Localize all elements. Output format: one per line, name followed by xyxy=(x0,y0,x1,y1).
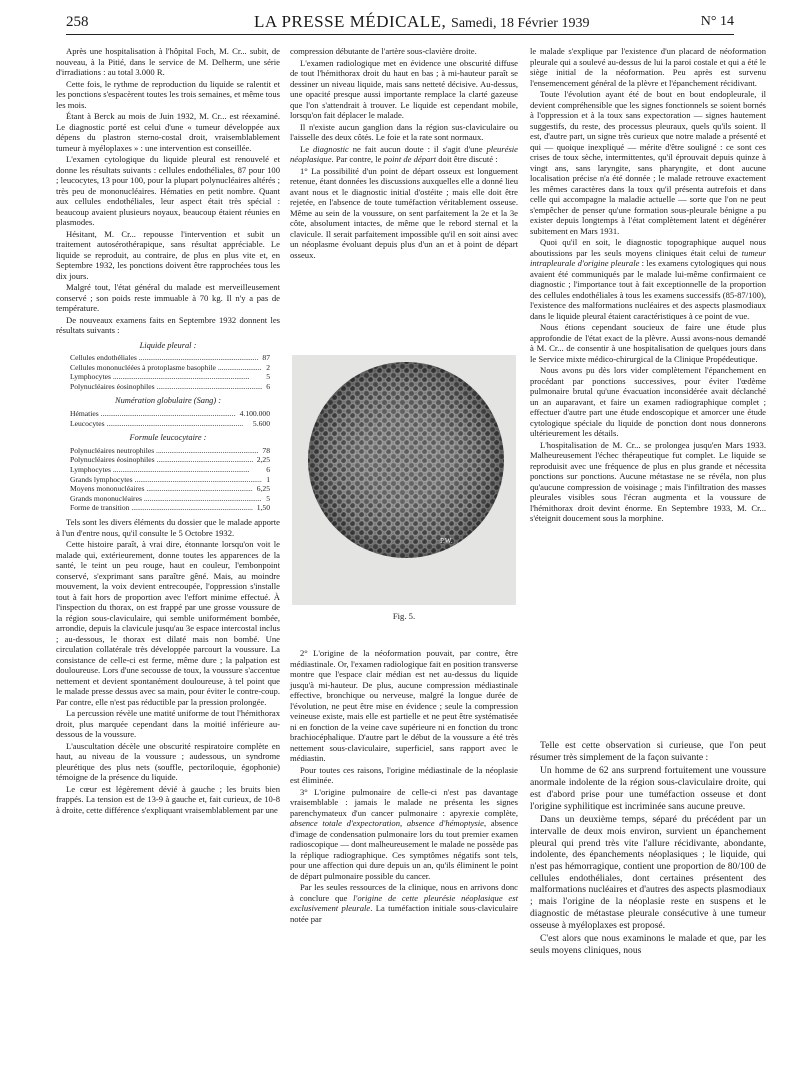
journal-name: LA PRESSE MÉDICALE, xyxy=(254,12,447,31)
row-value: 5.600 xyxy=(252,418,270,428)
row-value: 6 xyxy=(266,381,270,391)
text-run: . La tuméfaction initiale sous-claviculaire notée par xyxy=(290,903,518,924)
paragraph: Dans un deuxième temps, séparé du précédent par un intervalle de deux mois environ, survient un épanchement pleural qui prend très vite l'allure récidivante, abondante, indolente, des épanchements néoplasiques ; le liquide, qui n'est pas hémorragique, contient une proportion de 80/100 de cellules endothéliales, dont certaines présentent des malformations nucléaires et d'autres des aspects plasmodiaux ; mais l'origine de la néoplasie reste en suspens et le diagnostic de métastase pleurale consécutive à une tumeur osseuse à myéloplaxes est proposé. xyxy=(530,814,766,931)
table-row xyxy=(56,419,280,429)
paragraph: L'auscultation décèle une obscurité respiratoire complète en haut, au niveau de la voussure ; audessous, un syndrome pleurétique des plus nets (souffle, pectoriloquie, égophonie) témoigne de la présence du liquide. xyxy=(56,740,280,782)
row-label: Moyens mononucléaires ..... xyxy=(70,484,253,494)
row-label: Lymphocytes ..... xyxy=(70,372,262,382)
column-1 xyxy=(56,46,280,816)
page-number: 258 xyxy=(66,14,89,30)
paragraph: La percussion révèle une matité uniforme de tout l'hémithorax droit, plus marquée cependant dans la moitié inférieure au-dessous de la voussure. xyxy=(56,708,280,739)
paragraph xyxy=(290,144,518,165)
table-heading-leukocyte-formula: Formule leucocytaire : xyxy=(129,433,207,443)
emphasis: pleurésie néoplasique xyxy=(290,143,518,164)
table-row xyxy=(56,503,280,513)
row-label: Polynucléaires neutrophiles ..... xyxy=(70,446,258,456)
results-table xyxy=(56,341,280,514)
text-run: ne fait aucun doute : il s'agit d'une xyxy=(348,143,487,154)
microscope-field-image xyxy=(308,362,504,558)
row-value: 1,50 xyxy=(256,503,270,513)
row-label: Polynucléaires éosinophiles ..... xyxy=(70,455,253,465)
table-heading-blood-count: Numération globulaire (Sang) : xyxy=(115,396,221,406)
column-3-summary xyxy=(530,740,766,959)
table-row xyxy=(56,494,280,504)
text-run: : les examens cytologiques qui nous avaient été communiqués par le malade lui-même confirmaient ce diagnostic ; l'importance tout à fait exceptionnelle de la proportion des cellules endothéliales à tous les examens successifs (85-87/100), l'existence des malformations nucléaires et des aspects plasmodiaux dans le liquide pleural étaient caractéristiques à ce point de vue. xyxy=(530,258,767,321)
emphasis: diagnostic xyxy=(313,143,349,154)
row-value: 6,25 xyxy=(256,484,270,494)
paragraph: C'est alors que nous examinons le malade et que, par les seuls moyens cliniques, nous xyxy=(530,933,766,956)
paragraph: Cette fois, le rythme de reproduction du liquide se ralentit et les ponctions s'espacèrent toutes les trois semaines, et même tous les mois. xyxy=(56,78,280,110)
paragraph: Il n'existe aucun ganglion dans la région sus-claviculaire ou l'aisselle des deux côtés. Le foie et la rate sont normaux. xyxy=(290,121,518,142)
table-row xyxy=(56,455,280,465)
row-value: 6 xyxy=(266,465,270,475)
emphasis: point de départ xyxy=(383,154,437,164)
row-label: Grands mononucléaires ..... xyxy=(70,494,262,504)
row-value: 78 xyxy=(262,445,270,455)
journal-title xyxy=(254,12,589,32)
paragraph: Pour toutes ces raisons, l'origine médiastinale de la néoplasie est éliminée. xyxy=(290,764,518,785)
table-row xyxy=(56,484,280,494)
figure-5 xyxy=(290,355,518,627)
text-run: , xyxy=(400,818,407,828)
paragraph: Cette histoire paraît, à vrai dire, étonnante lorsqu'on voit le malade qui, extérieurement, donne toutes les apparences de la santé, le teint un peu rouge, haut en couleur, l'embonpoint conservé, s'exprimant sans paraître gêné. Mais, au moindre mouvement, la voix devient entrecoupée, l'oppression s'installe tout à fait hors de proportion avec l'effort minime effectué. À l'inspection du thorax, on est frappé par une grosse voussure de la région sous-claviculaire, qui semble uniformément bombée, arrondie, depuis la clavicule jusqu'au 3e espace intercostal inclus ; au-dessous, le thorax est dilaté mais non bombé. Une circulation collatérale très développée parcourt la voussure. La consistance de celle-ci est ferme, même dure ; la palpation est douloureuse. Lors d'une secousse de toux, la voussure s'accentue nettement et devient spontanément douloureuse, à tel point que le malade presse dessus avec sa main, pour éviter le contre-coup. Par contre, elle n'est pas réductible par la pression prolongée. xyxy=(56,539,280,707)
paragraph: Tels sont les divers éléments du dossier que le malade apporte à l'un d'entre nous, qu'il consulte le 5 Octobre 1932. xyxy=(56,517,280,538)
paragraph: Malgré tout, l'état général du malade est merveilleusement conservé ; son poids reste immuable à 70 kg. Il n'y a pas de température. xyxy=(56,282,280,313)
paragraph: Toute l'évolution ayant été de bout en bout endopleurale, il devient compréhensible que les signes fonctionnels se soient bornés à l'oppression et à la toux sans expectoration — signes hautement suggestifs, du reste, des processus pleuraux, quels qu'ils soient. Il est, d'autre part, un signe très curieux que notre malade a présenté et qui — quoique inexpliqué — mérite d'être souligné : ce sont ces crises de toux sèche, intermittentes, qu'il éprouvait depuis quinze à vingt ans, sans laryngite, sans pharyngite, et dont aucune localisation précise n'a été donnée ; le malade retrouve exactement les mêmes caractères dans la toux qu'il présenta autrefois et dans celle qui accompagne la maladie actuelle — sorte que l'on ne peut s'empêcher de penser qu'une formation sous-pleurale bénigne a pu exister depuis longtemps à l'état complètement latent et dégénérer subitement en Mars 1931. xyxy=(530,89,766,236)
row-label: Forme de transition ..... xyxy=(70,503,253,513)
paragraph xyxy=(530,237,766,321)
column-2-top xyxy=(290,46,518,261)
table-row xyxy=(56,475,280,485)
running-header xyxy=(66,12,734,35)
paragraph: compression débutante de l'artère sous-clavière droite. xyxy=(290,46,477,56)
table-row xyxy=(56,372,280,382)
emphasis: absence totale d'expectoration xyxy=(290,818,400,828)
paragraph: Hésitant, M. Cr... repousse l'intervention et subit un traitement autosérothérapique, sans résultat appréciable. Le liquide se reproduit, au contraire, de plus en plus vite et, en Septembre 1932, les ponctions doivent être rapprochées tous les dix jours. xyxy=(56,228,280,281)
paragraph: Nous avons pu dès lors vider complètement l'épanchement en procédant par ponctions successives, pour éviter l'œdème pulmonaire brutal qu'une évacuation inconsidérée avait déclanché un an auparavant, et faire un examen radiographique complet ; effectuer d'autre part une étude endoscopique et amorcer une étude cytologique spéciale du liquide de ponction dont nous donnerons ultérieurement les détails. xyxy=(530,365,766,438)
emphasis: absence d'hémoptysie xyxy=(406,818,484,828)
paragraph: Un homme de 62 ans surprend fortuitement une voussure anormale indolente de la région sous-claviculaire droite, qui est d'abord prise pour une tuméfaction osseuse et dont l'origine syphilitique est incriminée sans aucune preuve. xyxy=(530,765,766,812)
paragraph: Le cœur est légèrement dévié à gauche ; les bruits bien frappés. La tension est de 13-9 à gauche et, fait curieux, de 10-8 à droite, cette différence s'expliquant vraisemblablement par une xyxy=(56,783,280,815)
paragraph: Après une hospitalisation à l'hôpital Foch, M. Cr... subit, de nouveau, à la Pitié, dans le service de M. Delherm, une série d'irradiations : au total 3.000 R. xyxy=(56,46,280,77)
table-row xyxy=(56,465,280,475)
artist-signature: P.W. xyxy=(440,537,453,545)
row-label: Polynucléaires éosinophiles ..... xyxy=(70,382,262,392)
paragraph xyxy=(290,882,518,924)
paragraph: Étant à Berck au mois de Juin 1932, M. Cr... est réexaminé. Le diagnostic porté est celui d'une « tumeur développée aux dépens du plastron sterno-costal droit, vraisemblablement tumeur à myéloplaxes » : une intervention est conseillée. xyxy=(56,111,280,153)
table-row xyxy=(56,363,280,373)
row-value: 87 xyxy=(262,353,270,363)
emphasis: tumeur intrapleurale d'origine pleurale xyxy=(530,247,766,268)
paragraph: Nous étions cependant soucieux de faire une étude plus approfondie de l'état exact de la plèvre. Aussi avons-nous demandé à M. Cr... de consentir à une hospitalisation de quelques jours dans le Service mixte médico-chirurgical de la Clinique Propédeutique. xyxy=(530,322,766,364)
row-label: Lymphocytes ..... xyxy=(70,465,262,475)
row-value: 2 xyxy=(266,362,270,372)
table-row xyxy=(56,446,280,456)
issue-date: Samedi, 18 Février 1939 xyxy=(451,16,590,31)
row-value: 4.100.000 xyxy=(239,409,270,419)
row-label: Grands lymphocytes ..... xyxy=(70,475,262,485)
paragraph: 1° La possibilité d'un point de départ osseux est longuement retenue, étant données les discussions auxquelles elle a donné lieu avant nous et le diagnostic initial d'ostéite ; mais elle doit être rejetée, en l'absence de toute tuméfaction véritablement osseuse. Même au sein de la voussure, on sent parfaitement la 2e et la 3e côte, absolument intactes, de même que le rebord sternal et la clavicule. Il serait parfaitement impossible qu'il en soit ainsi avec un néoplasme évoluant depuis plus d'un an et à point de départ osseux. xyxy=(290,165,518,260)
table-heading-pleural-fluid: Liquide pleural : xyxy=(139,340,197,350)
row-label: Cellules mononucléées à protoplasme basophile ..... xyxy=(70,363,262,373)
row-value: 1 xyxy=(266,474,270,484)
paragraph: L'examen cytologique du liquide pleural est renouvelé et donne les résultats suivants : cellules endothéliales, 87 pour 100 ; leucocytes, 13 pour 100, pour la plupart polynucléaires altérés ; très peu de mononucléaires. Hématies en petit nombre. Quant aux cellules endothéliales, leur aspect était très spécial : beaucoup avaient plusieurs noyaux, beaucoup étaient réunies en plasmodes. xyxy=(56,154,280,227)
paragraph: le malade s'explique par l'existence d'un placard de néoformation pleurale qui a soulevé au-dessus de lui la paroi costale et qui a été le siège initial de la néoformation. Peu après est survenu l'ensemencement général de la plèvre et l'épanchement récidivant. xyxy=(530,46,766,88)
paragraph: L'examen radiologique met en évidence une obscurité diffuse de tout l'hémithorax droit du haut en bas ; à mi-hauteur paraît se dessiner un niveau liquide, mais sans netteté décisive. Au-dessus, une opacité presque aussi importante remplace la clarté gazeuse que l'on s'attendrait à trouver. Le liquide est cependant mobile, lorsqu'on fait déplacer le malade. xyxy=(290,57,518,120)
text-run: doit être discuté : xyxy=(436,154,498,164)
column-3-top xyxy=(530,46,766,525)
paragraph: L'hospitalisation de M. Cr... se prolongea jusqu'en Mars 1933. Malheureusement l'échec thérapeutique fut complet. Le liquide se reproduisit avec une fréquence de plus en plus grande et nécessita ponctions sur ponctions. Aucune métastase ne se révéla, non plus qu'aucune compression de voisinage ; mais l'infiltration des masses pleurales visibles sous l'écran augmenta et la voussure de l'hémithorax droit devint énorme. En Septembre 1933, M. Cr... s'éteignit doucement sous la morphine. xyxy=(530,439,766,523)
text-run: 3° L'origine pulmonaire de celle-ci n'est pas davantage vraisemblable : jamais le malade ne présenta les signes parenchymateux d'un cancer pulmonaire : apyrexie complète, xyxy=(290,786,518,818)
row-label: Leucocytes ..... xyxy=(70,419,249,429)
text-run: Par les seules ressources de la clinique, nous en arrivons donc à conclure que xyxy=(290,882,518,903)
paragraph: Telle est cette observation si curieuse, que l'on peut résumer très simplement de la façon suivante : xyxy=(530,740,766,763)
row-value: 5 xyxy=(266,372,270,382)
row-value: 5 xyxy=(266,493,270,503)
paragraph: 2° L'origine de la néoformation pouvait, par contre, être médiastinale. Or, l'examen radiologique fait en position transverse montre que l'espace clair médian est net au-dessus du liquide jusqu'à mi-hauteur. De plus, aucune compression médiastinale effective, bronchique ou nerveuse, malgré la longue durée de l'évolution, ne peut être mise en évidence ; seule la compression veineuse existe, mais elle est partielle et ne peut être systématisée ni en fonction de la veine cave supérieure ni en fonction du tronc brachiocéphalique. D'autre part le début de la voussure a été très nettement sous-claviculaire, superficiel, sans rapport avec le médiastin. xyxy=(290,648,518,763)
row-label: Hématies ..... xyxy=(70,409,236,419)
row-label: Cellules endothéliales ..... xyxy=(70,353,258,363)
issue-number: N° 14 xyxy=(700,14,734,29)
text-run: . Par contre, le xyxy=(331,154,384,164)
emphasis: l'origine de cette pleurésie néoplasique est exclusivement pleurale xyxy=(290,892,518,913)
figure-caption: Fig. 5. xyxy=(392,611,416,621)
table-row xyxy=(56,409,280,419)
figure-plate xyxy=(292,355,516,605)
column-2-bottom xyxy=(290,648,518,925)
row-value: 2,25 xyxy=(256,455,270,465)
table-row xyxy=(56,382,280,392)
table-row xyxy=(56,353,280,363)
paragraph: De nouveaux examens faits en Septembre 1932 donnent les résultats suivants : xyxy=(56,314,280,335)
text-run: , absence d'image de condensation pulmonaire lors du tout premier examen radioscopique — dont malheureusement le malade ne possède pas la réplique radiographique. Ces symptômes négatifs sont tels, pour une affection qui dure depuis un an, qu'ils éliminent le point de départ pulmonaire possible du cancer. xyxy=(290,818,519,881)
text-run: Le xyxy=(300,143,313,154)
text-run: Quoi qu'il en soit, le diagnostic topographique auquel nous aboutissions par les seuls moyens cliniques était celui de xyxy=(530,237,766,258)
paragraph xyxy=(290,787,518,882)
